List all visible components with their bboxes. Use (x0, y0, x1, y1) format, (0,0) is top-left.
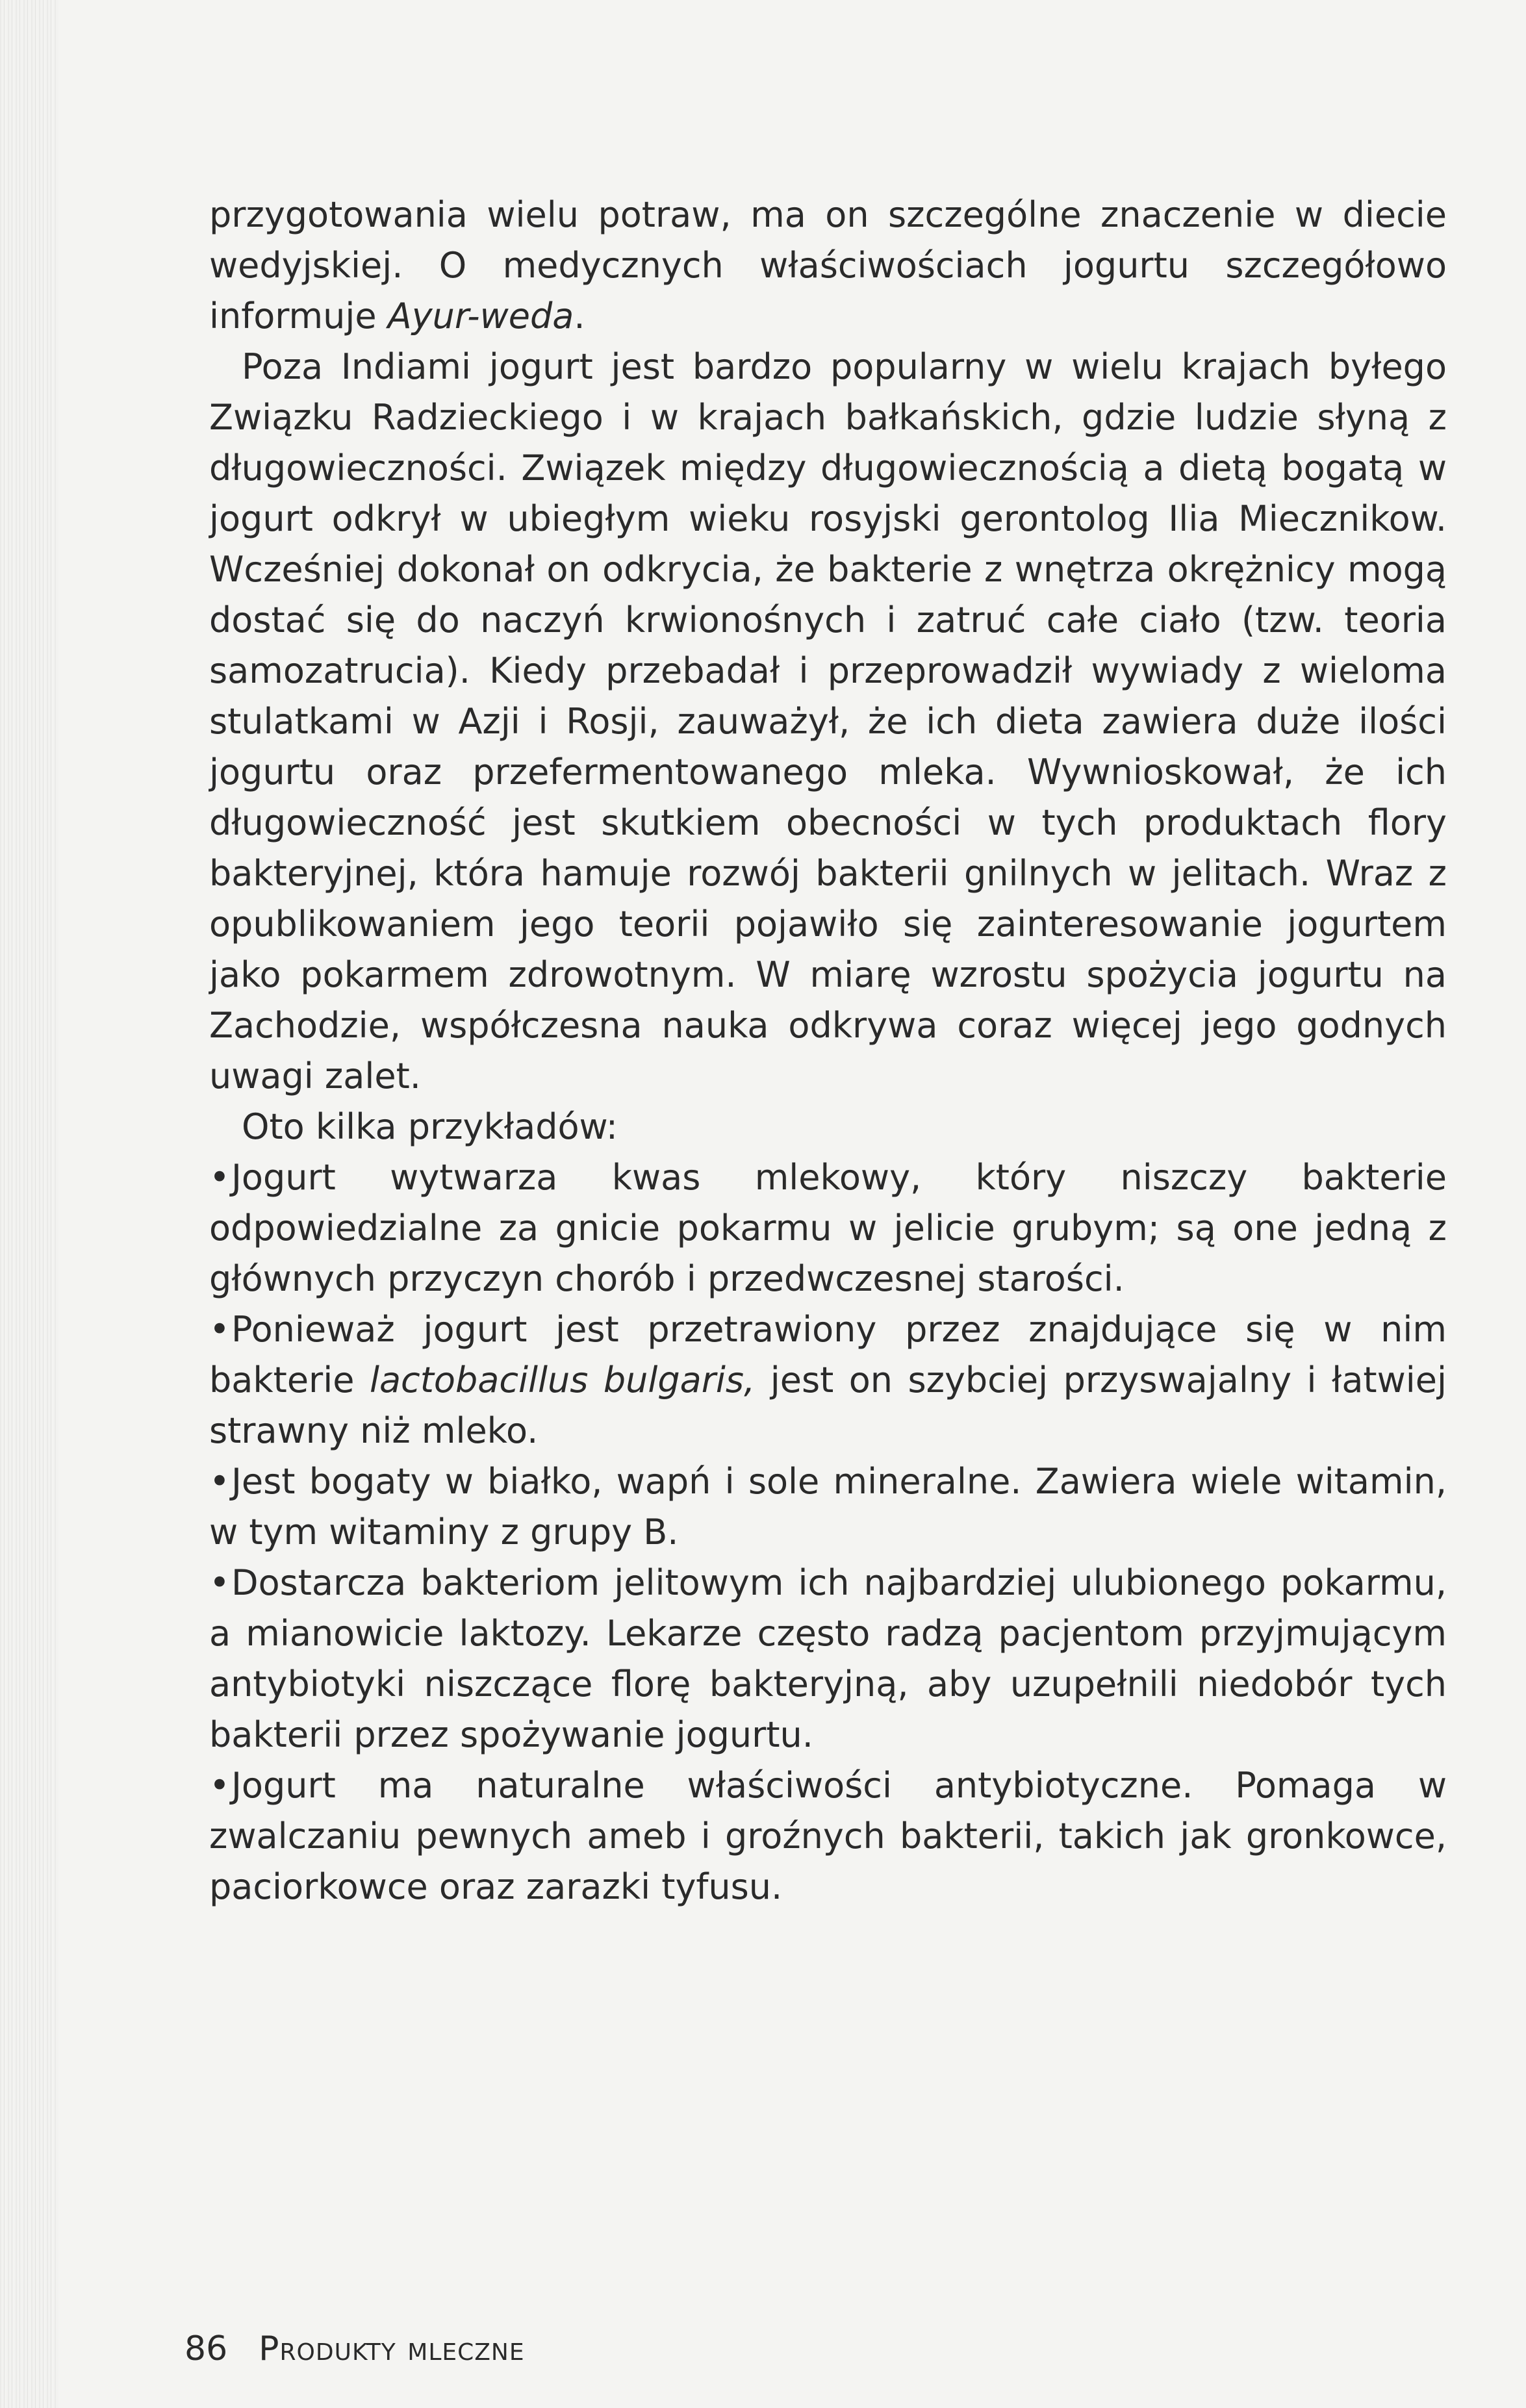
page-number: 86 (184, 2329, 228, 2368)
bullet-icon: • (209, 1461, 230, 1502)
bacteria-name: lactobacillus bulgaris, (369, 1360, 756, 1400)
bullet-item-nutrients: •Jest bogaty w białko, wapń i sole mineralne. Zawiera wiele witamin, w tym witaminy z grupy B. (209, 1456, 1447, 1558)
bullet-icon: • (209, 1562, 230, 1603)
bullet-icon: • (209, 1765, 230, 1806)
bullet-item-lactic-acid: •Jogurt wytwarza kwas mlekowy, który niszczy bakterie odpowiedzialne za gnicie pokarmu w jelicie grubym; są one jedną z głównych przyczyn chorób i przedwczesnej starości. (209, 1152, 1447, 1304)
paragraph-miecznikow: Poza Indiami jogurt jest bardzo popularny w wielu krajach byłego Związku Radzieckiego i w krajach bałkańskich, gdzie ludzie słyną z długowieczności. Związek między długowiecznością a dietą bogatą w jogurt odkrył w ubiegłym wieku rosyjski gerontolog Ilia Miecznikow. Wcześniej dokonał on odkrycia, że bakterie z wnętrza okrężnicy mogą dostać się do naczyń krwionośnych i zatruć całe ciało (tzw. teoria samozatrucia). Kiedy przebadał i przeprowadził wywiady z wieloma stulatkami w Azji i Rosji, zauważył, że ich dieta zawiera duże ilości jogurtu oraz przefermentowanego mleka. Wywnioskował, że ich długowieczność jest skutkiem obecności w tych produktach flory bakteryjnej, która hamuje rozwój bakterii gnilnych w jelitach. Wraz z opublikowaniem jego teorii pojawiło się zainteresowanie jogurtem jako pokarmem zdrowotnym. W miarę wzrostu spożycia jogurtu na Zachodzie, współczesna nauka odkrywa coraz więcej jego godnych uwagi zalet. (209, 346, 1447, 1096)
page-body (209, 190, 1447, 1912)
paragraph-continued: przygotowania wielu potraw, ma on szczególne znaczenie w diecie wedyjskiej. O medycznych właściwościach jogurtu szczegółowo informuje Ayur-weda. (209, 194, 1447, 336)
binding-gutter (0, 0, 58, 2408)
bullet-icon: • (209, 1309, 230, 1350)
bullet-item-digestibility: •Ponieważ jogurt jest przetrawiony przez znajdujące się w nim bakterie lactobacillus bulgaris, jest on szybciej przyswajalny i łatwiej strawny niż mleko. (209, 1304, 1447, 1456)
bullet-icon: • (209, 1157, 230, 1198)
bullet-item-lactose: •Dostarcza bakteriom jelitowym ich najbardziej ulubionego pokarmu, a mianowicie laktozy. Lekarze często radzą pacjentom przyjmującym antybiotyki niszczące florę bakteryjną, aby uzupełnili niedobór tych bakterii przez spożywanie jogurtu. (209, 1558, 1447, 1760)
page-footer (184, 2329, 525, 2368)
ayur-weda-term: Ayur-weda (387, 296, 574, 336)
running-head: Produkty mleczne (259, 2329, 525, 2368)
bullet-item-antibiotic: •Jogurt ma naturalne właściwości antybiotyczne. Pomaga w zwalczaniu pewnych ameb i groźnych bakterii, takich jak gronkowce, paciorkowce oraz zarazki tyfusu. (209, 1760, 1447, 1912)
paragraph-examples-intro: Oto kilka przykładów: (242, 1106, 618, 1147)
